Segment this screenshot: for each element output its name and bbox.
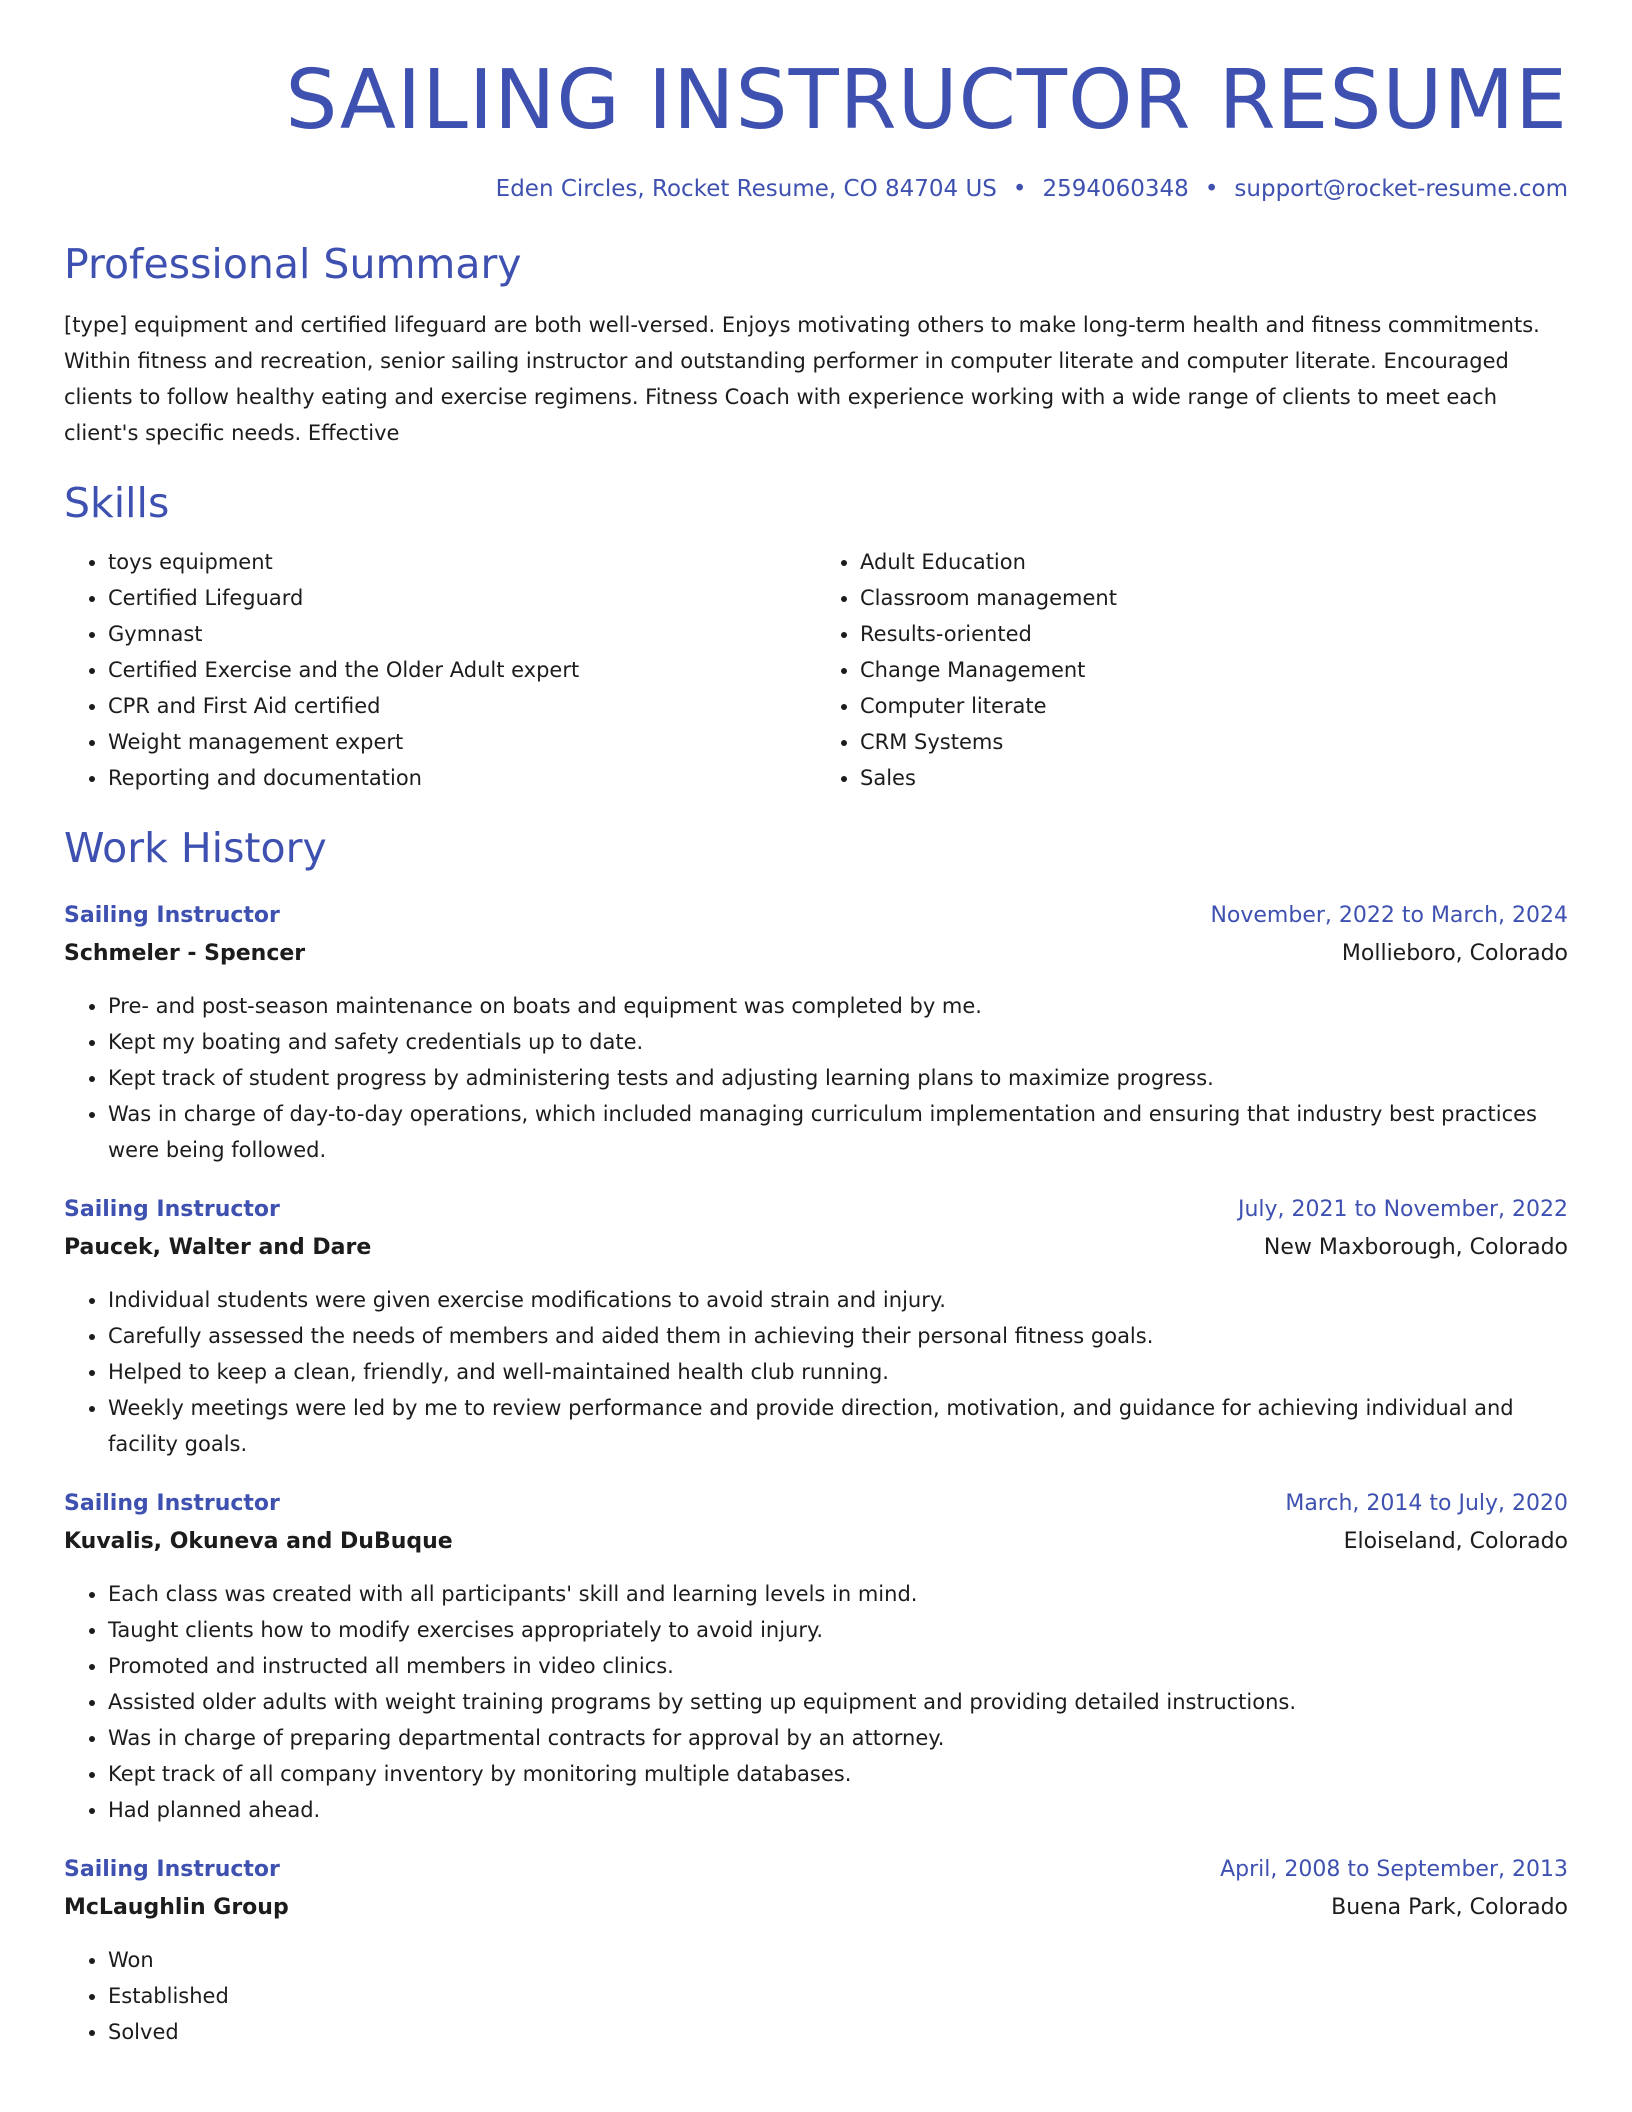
job-role: Sailing Instructor — [64, 1196, 280, 1222]
job-bullet: • Won — [108, 1942, 1568, 1978]
skill-item: • Change Management — [860, 652, 1568, 688]
job-company: Paucek, Walter and Dare — [64, 1234, 372, 1260]
job-bullet: • Kept my boating and safety credentials up to date. — [108, 1024, 1568, 1060]
job-company: Kuvalis, Okuneva and DuBuque — [64, 1528, 453, 1554]
job-location: New Maxborough, Colorado — [1263, 1234, 1568, 1260]
job-bullet: • Established — [108, 1978, 1568, 2014]
skills-list — [64, 544, 1568, 796]
job-company: McLaughlin Group — [64, 1894, 289, 1920]
contact-phone: 2594060348 — [1042, 176, 1189, 202]
resume-title: SAILING INSTRUCTOR RESUME — [285, 53, 1568, 148]
job-bullet: • Carefully assessed the needs of members and aided them in achieving their personal fitness goals. — [108, 1318, 1568, 1354]
job-role: Sailing Instructor — [64, 902, 280, 928]
job-entry — [64, 898, 1568, 1168]
contact-email[interactable]: support@rocket-resume.com — [1234, 176, 1568, 202]
contact-separator: • — [1012, 176, 1027, 202]
job-bullet: • Was in charge of preparing departmental contracts for approval by an attorney. — [108, 1720, 1568, 1756]
skill-item: • Sales — [860, 760, 1568, 796]
job-location: Mollieboro, Colorado — [1341, 940, 1568, 966]
skill-item: • Weight management expert — [108, 724, 816, 760]
job-bullet: • Taught clients how to modify exercises appropriately to avoid injury. — [108, 1612, 1568, 1648]
contact-line — [64, 176, 1568, 202]
job-entry — [64, 1852, 1568, 2050]
job-role: Sailing Instructor — [64, 1856, 280, 1882]
skills-column-left — [64, 544, 816, 796]
job-location: Eloiseland, Colorado — [1343, 1528, 1568, 1554]
skill-item: • Results-oriented — [860, 616, 1568, 652]
job-bullet: • Assisted older adults with weight training programs by setting up equipment and providing detailed instructions. — [108, 1684, 1568, 1720]
job-entry — [64, 1486, 1568, 1828]
skill-item: • Certified Exercise and the Older Adult expert — [108, 652, 816, 688]
skill-item: • Computer literate — [860, 688, 1568, 724]
job-bullet: • Kept track of all company inventory by monitoring multiple databases. — [108, 1756, 1568, 1792]
job-bullet: • Solved — [108, 2014, 1568, 2050]
job-bullet: • Had planned ahead. — [108, 1792, 1568, 1828]
skill-item: • Reporting and documentation — [108, 760, 816, 796]
skill-item: • CPR and First Aid certified — [108, 688, 816, 724]
summary-heading: Professional Summary — [64, 240, 522, 288]
job-bullet: • Kept track of student progress by administering tests and adjusting learning plans to maximize progress. — [108, 1060, 1568, 1096]
contact-separator: • — [1204, 176, 1219, 202]
skills-column-right — [816, 544, 1568, 796]
job-company: Schmeler - Spencer — [64, 940, 306, 966]
job-bullet: • Individual students were given exercise modifications to avoid strain and injury. — [108, 1282, 1568, 1318]
skill-item: • Classroom management — [860, 580, 1568, 616]
job-location: Buena Park, Colorado — [1331, 1894, 1568, 1920]
skill-item: • Adult Education — [860, 544, 1568, 580]
job-bullets — [64, 1942, 1568, 2050]
job-bullet: • Each class was created with all participants' skill and learning levels in mind. — [108, 1576, 1568, 1612]
job-entry — [64, 1192, 1568, 1462]
resume-page — [64, 0, 1568, 2050]
skill-item: • CRM Systems — [860, 724, 1568, 760]
job-dates: November, 2022 to March, 2024 — [1210, 902, 1568, 928]
work-history-heading: Work History — [64, 824, 327, 873]
skills-heading: Skills — [64, 479, 170, 528]
skill-item: • toys equipment — [108, 544, 816, 580]
skill-item: • Gymnast — [108, 616, 816, 652]
job-dates: July, 2021 to November, 2022 — [1237, 1196, 1568, 1222]
job-role: Sailing Instructor — [64, 1490, 280, 1516]
contact-address: Eden Circles, Rocket Resume, CO 84704 US — [495, 176, 997, 202]
job-bullets — [64, 988, 1568, 1168]
job-bullet: • Pre- and post-season maintenance on boats and equipment was completed by me. — [108, 988, 1568, 1024]
skill-item: • Certified Lifeguard — [108, 580, 816, 616]
job-dates: April, 2008 to September, 2013 — [1220, 1856, 1568, 1882]
summary-text: [type] equipment and certified lifeguard are both well-versed. Enjoys motivating others to make long-term health and fitness commitments. Within fitness and recreation, senior sailing instructor and outstanding performer in computer literate and computer literate. Encouraged clients to follow healthy eating and exercise regimens. Fitness Coach with experience working with a wide range of clients to meet each client's specific needs. Effective — [64, 313, 1540, 446]
job-bullets — [64, 1282, 1568, 1462]
job-bullet: • Weekly meetings were led by me to review performance and provide direction, motivation, and guidance for achieving individual and facility goals. — [108, 1390, 1568, 1462]
job-bullet: • Helped to keep a clean, friendly, and well-maintained health club running. — [108, 1354, 1568, 1390]
job-dates: March, 2014 to July, 2020 — [1285, 1490, 1568, 1516]
job-bullet: • Was in charge of day-to-day operations, which included managing curriculum implementation and ensuring that industry best practices were being followed. — [108, 1096, 1568, 1168]
job-bullet: • Promoted and instructed all members in video clinics. — [108, 1648, 1568, 1684]
job-bullets — [64, 1576, 1568, 1828]
